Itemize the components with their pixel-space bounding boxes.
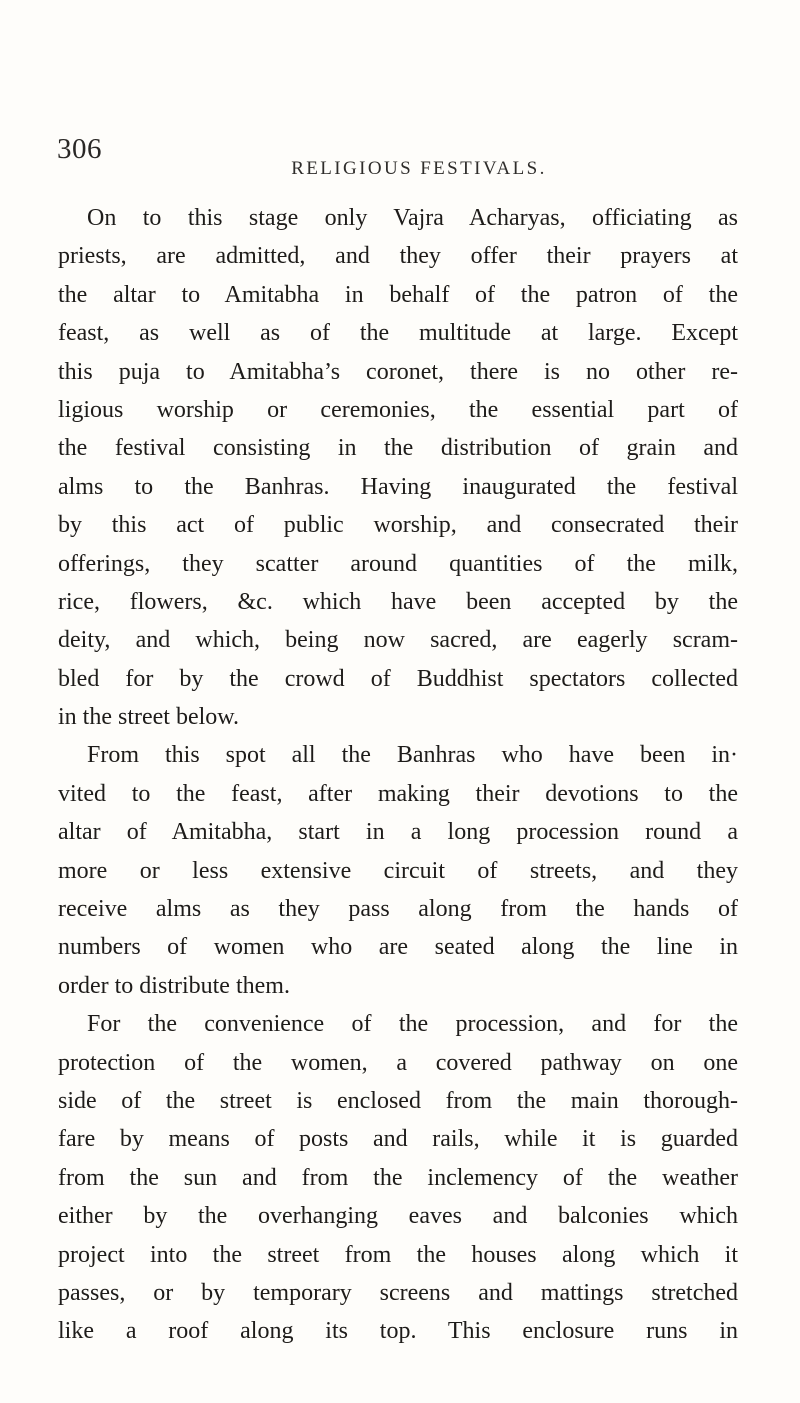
text-line: more or less extensive circuit of streets, and they <box>58 857 738 884</box>
body-text <box>58 199 738 1351</box>
text-line: priests, are admitted, and they offer their prayers at <box>58 243 738 270</box>
text-line: rice, flowers, &c. which have been accepted by the <box>58 588 738 615</box>
text-line: receive alms as they pass along from the hands of <box>58 896 738 923</box>
text-line: this puja to Amitabha’s coronet, there is no other re- <box>58 358 738 385</box>
text-line: From this spot all the Banhras who have been in· <box>87 742 738 769</box>
text-line: On to this stage only Vajra Acharyas, officiating as <box>87 205 738 231</box>
text-line: ligious worship or ceremonies, the essential part of <box>58 396 738 423</box>
text-line: alms to the Banhras. Having inaugurated the festival <box>58 473 738 500</box>
text-line: bled for by the crowd of Buddhist spectators collected <box>58 665 738 692</box>
text-line: either by the overhanging eaves and balconies which <box>58 1203 738 1230</box>
text-line: numbers of women who are seated along the line in <box>58 934 738 961</box>
text-line: side of the street is enclosed from the main thorough- <box>58 1087 738 1114</box>
text-line: vited to the feast, after making their devotions to the <box>58 780 738 807</box>
text-line: like a roof along its top. This enclosure runs in <box>58 1318 738 1345</box>
text-line: by this act of public worship, and consecrated their <box>58 512 738 539</box>
text-line: from the sun and from the inclemency of the weather <box>58 1164 738 1191</box>
text-line: deity, and which, being now sacred, are eagerly scram- <box>58 627 738 654</box>
text-line: altar of Amitabha, start in a long procession round a <box>58 819 738 846</box>
text-line: project into the street from the houses along which it <box>58 1241 738 1268</box>
text-line: the altar to Amitabha in behalf of the patron of the <box>58 281 738 308</box>
text-line: order to distribute them. <box>58 972 290 999</box>
text-line: feast, as well as of the multitude at large. Except <box>58 320 738 347</box>
page-number: 306 <box>57 133 102 165</box>
text-line: in the street below. <box>58 704 240 731</box>
text-line: passes, or by temporary screens and mattings stretched <box>58 1279 738 1306</box>
text-line: protection of the women, a covered pathway on one <box>58 1049 738 1076</box>
text-line: offerings, they scatter around quantities of the milk, <box>58 550 738 577</box>
running-head: RELIGIOUS FESTIVALS. <box>291 158 547 179</box>
text-line: For the convenience of the procession, and for the <box>87 1011 738 1038</box>
text-line: fare by means of posts and rails, while it is guarded <box>58 1126 738 1153</box>
text-line: the festival consisting in the distribution of grain and <box>58 435 738 462</box>
